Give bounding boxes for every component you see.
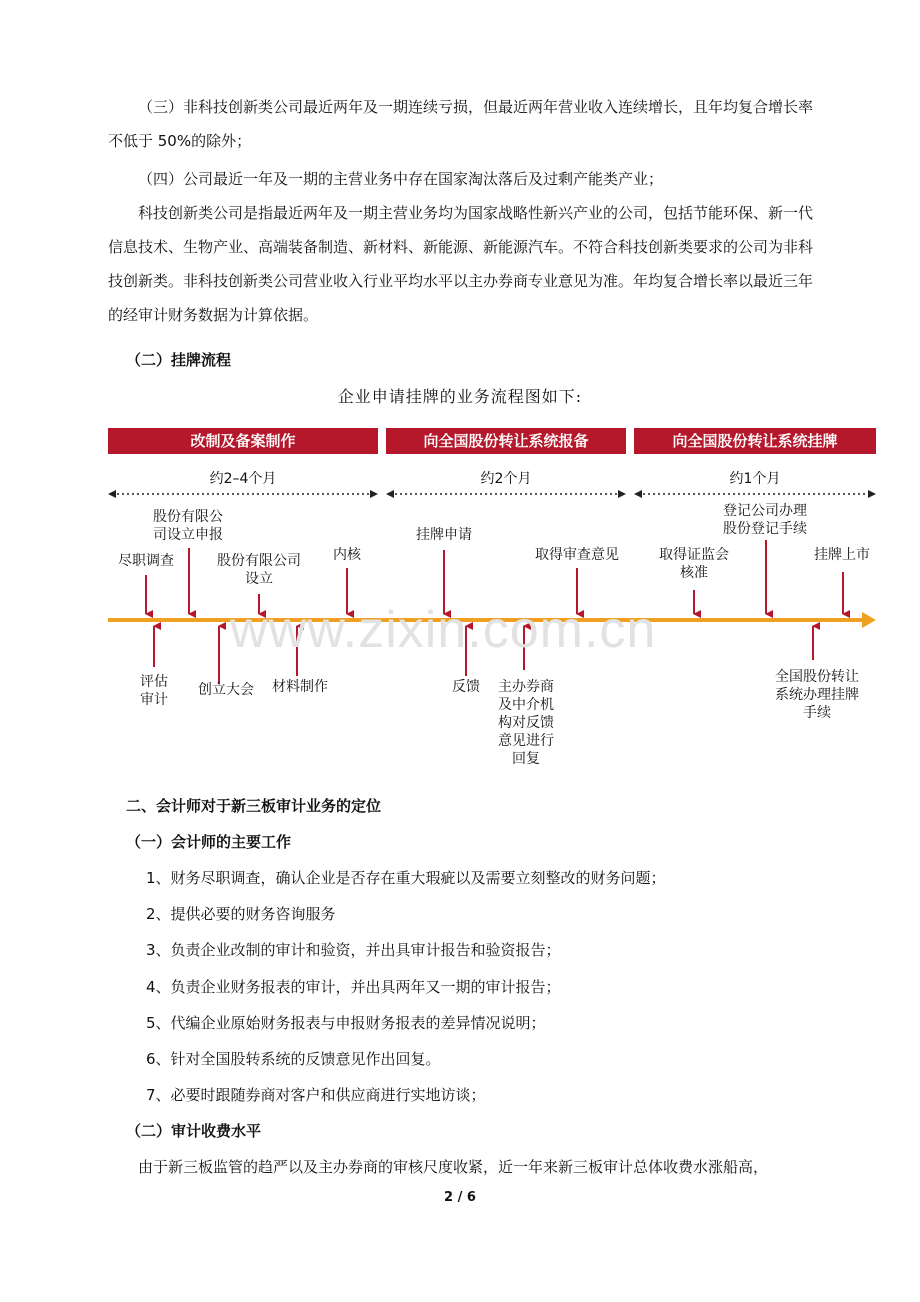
work-item-4: 4、负责企业财务报表的审计，并出具两年又一期的审计报告； (146, 978, 561, 996)
step-internal-review: 内核 (333, 547, 361, 563)
paragraph-non-tech-loss: （三）非科技创新类公司最近两年及一期连续亏损，但最近两年营业收入连续增长，且年均复合增长率不低于 50%的除外； (108, 98, 814, 150)
timeline-arrowhead (862, 612, 876, 628)
heading-listing-process: （二）挂牌流程 (126, 351, 232, 369)
work-item-5: 5、代编企业原始财务报表与申报财务报表的差异情况说明； (146, 1014, 546, 1032)
page-number: 2 / 6 (444, 1190, 476, 1205)
paragraph-fee-level: 由于新三板监管的趋严以及主办券商的审核尺度收紧，近一年来新三板审计总体收费水涨船高， (138, 1158, 769, 1176)
work-item-6: 6、针对全国股转系统的反馈意见作出回复。 (146, 1050, 441, 1068)
paragraph-tech-definition: 科技创新类公司是指最近两年及一期主营业务均为国家战略性新兴产业的公司，包括节能环保、新一代信息技术、生物产业、高端装备制造、新材料、新能源、新能源汽车。不符合科技创新类要求的公司为非科技创新类。非科技创新类公司营业收入行业平均水平以主办券商专业意见为准。年均复合增长率以最近三年的经审计财务数据为计算依据。 (108, 204, 814, 324)
step-listing-procedure: 全国股份转让 系统办理挂牌 手续 (775, 669, 859, 721)
paragraph-obsolete-industry: （四）公司最近一年及一期的主营业务中存在国家淘汰落后及过剩产能类产业； (138, 170, 664, 188)
step-founding-meeting: 创立大会 (198, 682, 254, 698)
step-listed: 挂牌上市 (814, 547, 870, 563)
step-company-establish-filing: 股份有限公 司设立申报 (153, 509, 223, 543)
duration-phase-2: 约2个月 (480, 471, 532, 487)
heading-fee-level: （二）审计收费水平 (126, 1122, 262, 1140)
step-appraisal-audit: 评估 审计 (140, 674, 168, 708)
phase-bar-restructure: 改制及备案制作 (108, 428, 378, 454)
work-item-7: 7、必要时跟随券商对客户和供应商进行实地访谈； (146, 1086, 486, 1104)
watermark: www.zixin.com.cn (230, 601, 657, 659)
phase-bar-filing: 向全国股份转让系统报备 (386, 428, 626, 454)
heading-main-work: （一）会计师的主要工作 (126, 833, 292, 851)
phase-bar-listing: 向全国股份转让系统挂牌 (634, 428, 876, 454)
work-item-2: 2、提供必要的财务咨询服务 (146, 905, 336, 923)
work-item-3: 3、负责企业改制的审计和验资，并出具审计报告和验资报告； (146, 941, 561, 959)
duration-phase-1: 约2–4个月 (209, 471, 277, 487)
step-listing-application: 挂牌申请 (416, 527, 472, 543)
step-csrc-approval: 取得证监会 核准 (659, 547, 729, 581)
step-company-established: 股份有限公司 设立 (217, 553, 301, 587)
step-materials-preparation: 材料制作 (272, 679, 328, 695)
flowchart-title: 企业申请挂牌的业务流程图如下: (337, 387, 583, 406)
step-due-diligence: 尽职调查 (118, 553, 174, 569)
heading-section-2: 二、会计师对于新三板审计业务的定位 (126, 797, 382, 815)
step-share-registration: 登记公司办理 股份登记手续 (723, 503, 807, 537)
step-feedback-reply: 主办券商 及中介机 构对反馈 意见进行 回复 (498, 679, 554, 767)
step-feedback: 反馈 (452, 679, 480, 695)
step-review-opinion: 取得审查意见 (535, 547, 619, 563)
work-item-1: 1、财务尽职调查，确认企业是否存在重大瑕疵以及需要立刻整改的财务问题； (146, 869, 666, 887)
duration-phase-3: 约1个月 (729, 471, 781, 487)
